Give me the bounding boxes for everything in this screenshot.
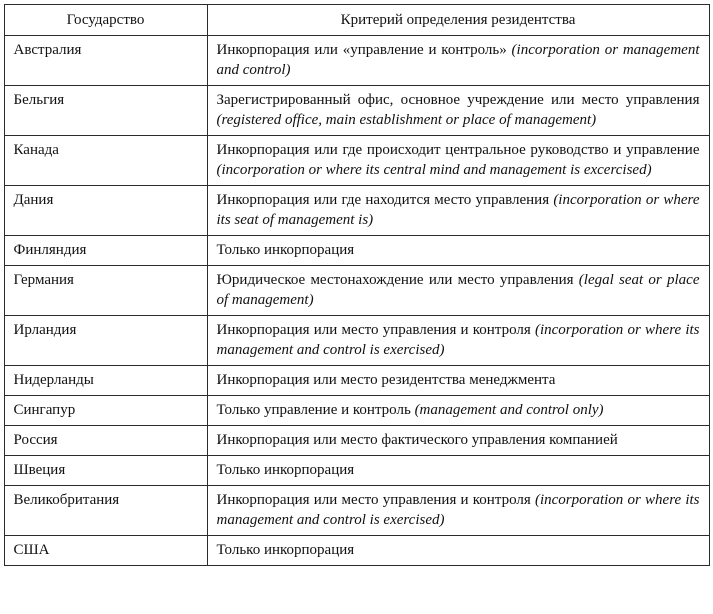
criterion-english-term: (legal seat or place of management) bbox=[216, 272, 700, 308]
country-cell: Австралия bbox=[4, 36, 207, 86]
criterion-text: Зарегистрированный офис, основное учреждение или место управления bbox=[216, 92, 700, 108]
table-row bbox=[4, 36, 709, 86]
country-cell: Великобритания bbox=[4, 486, 207, 536]
criterion-cell bbox=[207, 86, 709, 136]
criterion-text: Инкорпорация или место управления и контроля bbox=[216, 492, 535, 508]
criterion-cell bbox=[207, 396, 709, 426]
criterion-cell bbox=[207, 366, 709, 396]
criterion-english-term: (incorporation or where its management and control is exercised) bbox=[216, 322, 700, 358]
criterion-text: Инкорпорация или где находится место управления bbox=[216, 192, 554, 208]
country-cell: Дания bbox=[4, 186, 207, 236]
table-row bbox=[4, 86, 709, 136]
criterion-text: Только управление и контроль bbox=[216, 402, 415, 418]
table-row bbox=[4, 186, 709, 236]
table-row bbox=[4, 266, 709, 316]
criterion-english-term: (incorporation or where its management and control is exercised) bbox=[216, 492, 700, 528]
criterion-cell bbox=[207, 236, 709, 266]
criterion-text: Инкорпорация или место управления и контроля bbox=[216, 322, 535, 338]
country-cell: Канада bbox=[4, 136, 207, 186]
criterion-english-term: (incorporation or where its central mind and management is excercised) bbox=[216, 162, 652, 178]
header-criterion: Критерий определения резидентства bbox=[207, 5, 709, 36]
criterion-cell bbox=[207, 266, 709, 316]
table-row bbox=[4, 426, 709, 456]
criterion-cell bbox=[207, 426, 709, 456]
country-cell: Нидерланды bbox=[4, 366, 207, 396]
table-body bbox=[4, 36, 709, 566]
residency-criteria-table bbox=[4, 4, 710, 566]
country-cell: Германия bbox=[4, 266, 207, 316]
criterion-cell bbox=[207, 36, 709, 86]
criterion-text: Только инкорпорация bbox=[216, 242, 355, 258]
criterion-cell bbox=[207, 536, 709, 566]
criterion-text: Только инкорпорация bbox=[216, 542, 355, 558]
table-row bbox=[4, 486, 709, 536]
criterion-cell bbox=[207, 456, 709, 486]
header-row bbox=[4, 5, 709, 36]
country-cell: Бельгия bbox=[4, 86, 207, 136]
criterion-text: Инкорпорация или «управление и контроль» bbox=[216, 42, 512, 58]
criterion-text: Только инкорпорация bbox=[216, 462, 355, 478]
criterion-english-term: (management and control only) bbox=[414, 402, 604, 418]
criterion-text: Юридическое местонахождение или место управления bbox=[216, 272, 579, 288]
country-cell: Швеция bbox=[4, 456, 207, 486]
table-row bbox=[4, 536, 709, 566]
criterion-english-term: (incorporation or where its seat of management is) bbox=[216, 192, 700, 228]
criterion-text: Инкорпорация или где происходит центральное руководство и управление bbox=[216, 142, 700, 158]
table-row bbox=[4, 316, 709, 366]
criterion-english-term: (incorporation or management and control) bbox=[216, 42, 700, 78]
criterion-cell bbox=[207, 136, 709, 186]
criterion-cell bbox=[207, 186, 709, 236]
country-cell: Финляндия bbox=[4, 236, 207, 266]
criterion-cell bbox=[207, 316, 709, 366]
country-cell: Россия bbox=[4, 426, 207, 456]
table-row bbox=[4, 236, 709, 266]
country-cell: Сингапур bbox=[4, 396, 207, 426]
table-row bbox=[4, 396, 709, 426]
criterion-english-term: (registered office, main establishment or place of management) bbox=[216, 112, 597, 128]
table-row bbox=[4, 456, 709, 486]
table-header bbox=[4, 5, 709, 36]
criterion-text: Инкорпорация или место резидентства менеджмента bbox=[216, 372, 556, 388]
criterion-text: Инкорпорация или место фактического управления компанией bbox=[216, 432, 618, 448]
country-cell: США bbox=[4, 536, 207, 566]
country-cell: Ирландия bbox=[4, 316, 207, 366]
criterion-cell bbox=[207, 486, 709, 536]
header-country: Государство bbox=[4, 5, 207, 36]
table-row bbox=[4, 366, 709, 396]
table-row bbox=[4, 136, 709, 186]
